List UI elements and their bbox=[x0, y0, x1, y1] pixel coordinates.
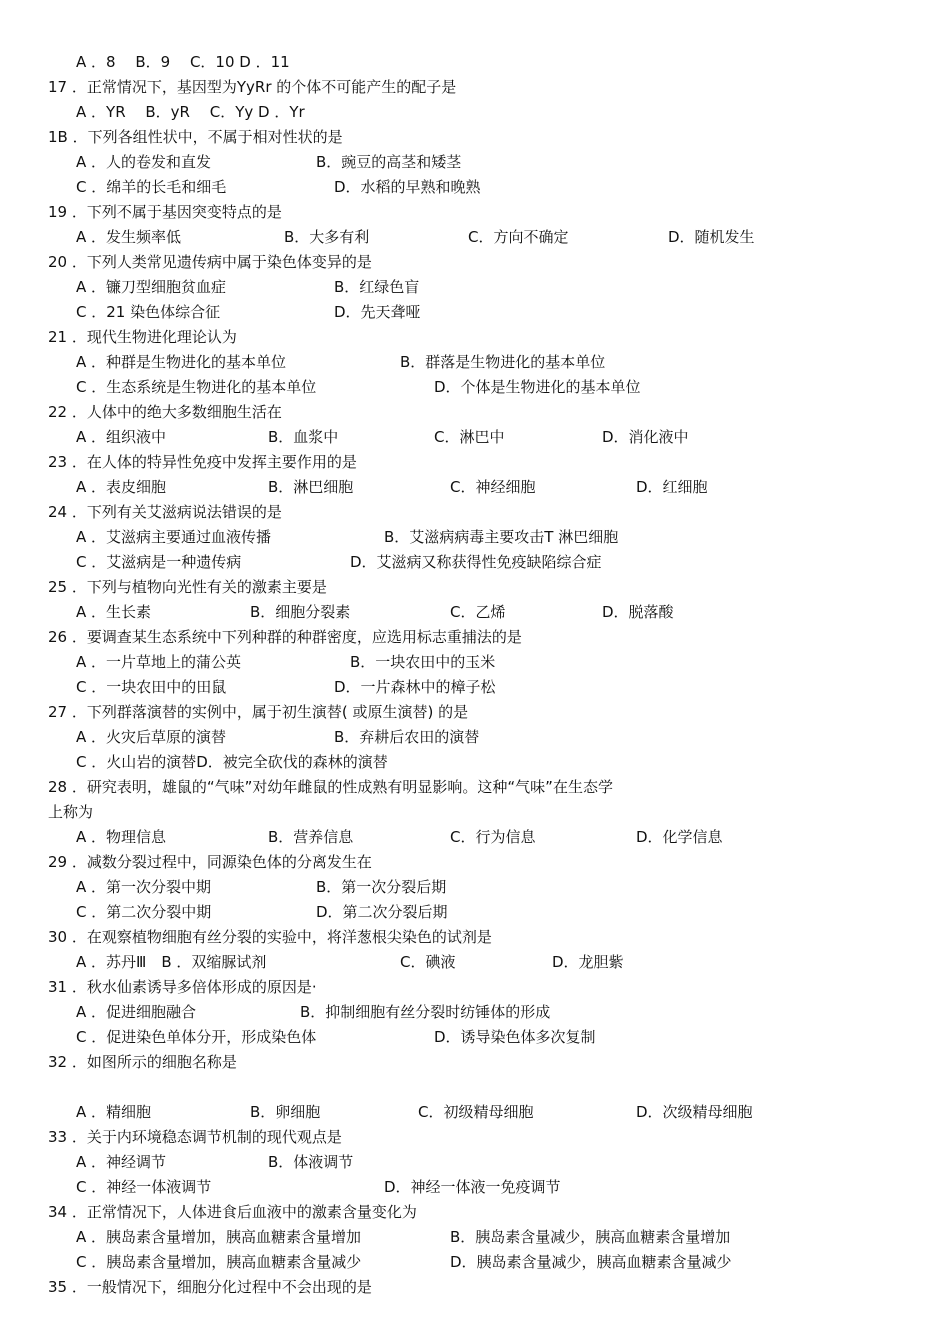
option-text: A ．组织液中 bbox=[76, 428, 167, 446]
question-text: 24 ．下列有关艾滋病说法错误的是 bbox=[48, 503, 282, 521]
option-text: D．龙胆紫 bbox=[552, 953, 624, 971]
option-text: A ．一片草地上的蒲公英 bbox=[76, 653, 242, 671]
option-text: D．先天聋哑 bbox=[334, 303, 421, 321]
question-text: 23 ．在人体的特异性免疫中发挥主要作用的是 bbox=[48, 453, 357, 471]
option-text: A ．生长素 bbox=[76, 603, 152, 621]
option-text: C ．艾滋病是一种遗传病 bbox=[76, 553, 242, 571]
option-text: C．淋巴中 bbox=[434, 428, 505, 446]
option-text: D．诱导染色体多次复制 bbox=[434, 1028, 596, 1046]
option-text: B．细胞分裂素 bbox=[250, 603, 351, 621]
option-text: D．一片森林中的樟子松 bbox=[334, 678, 496, 696]
option-text: C．碘液 bbox=[400, 953, 456, 971]
option-text: A ．镰刀型细胞贫血症 bbox=[76, 278, 227, 296]
question-text: 31 ．秋水仙素诱导多倍体形成的原因是· bbox=[48, 978, 317, 996]
option-text: C ．火山岩的演替D．被完全砍伐的森林的演替 bbox=[76, 753, 388, 771]
option-text: A ．种群是生物进化的基本单位 bbox=[76, 353, 287, 371]
option-text: B．群落是生物进化的基本单位 bbox=[400, 353, 606, 371]
option-text: C ．一块农田中的田鼠 bbox=[76, 678, 227, 696]
option-text: D．随机发生 bbox=[668, 228, 755, 246]
option-text: A ．人的卷发和直发 bbox=[76, 153, 212, 171]
option-text: B．豌豆的高茎和矮茎 bbox=[316, 153, 462, 171]
question-text: 32 ．如图所示的细胞名称是 bbox=[48, 1053, 237, 1071]
option-text: B．营养信息 bbox=[268, 828, 354, 846]
option-text: D．水稻的早熟和晚熟 bbox=[334, 178, 481, 196]
option-text: D．化学信息 bbox=[636, 828, 723, 846]
option-text: B．弃耕后农田的演替 bbox=[334, 728, 480, 746]
option-text: C ．绵羊的长毛和细毛 bbox=[76, 178, 227, 196]
option-text: D．次级精母细胞 bbox=[636, 1103, 753, 1121]
option-text: B．血浆中 bbox=[268, 428, 339, 446]
option-text: A ．精细胞 bbox=[76, 1103, 152, 1121]
question-text: 上称为 bbox=[48, 803, 94, 821]
option-text: B．卵细胞 bbox=[250, 1103, 321, 1121]
option-text: A ．苏丹Ⅲ B ．双缩脲试剂 bbox=[76, 953, 267, 971]
option-text: A ．表皮细胞 bbox=[76, 478, 167, 496]
option-text: B．大多有利 bbox=[284, 228, 370, 246]
option-text: A ．8 B．9 C．10 D ．11 bbox=[76, 53, 290, 71]
option-text: C．行为信息 bbox=[450, 828, 536, 846]
question-text: 28 ．研究表明，雄鼠的“气味”对幼年雌鼠的性成熟有明显影响。这种“气味”在生态学 bbox=[48, 778, 613, 796]
question-text: 1B ．下列各组性状中，不属于相对性状的是 bbox=[48, 128, 343, 146]
question-text: 35 ．一般情况下，细胞分化过程中不会出现的是 bbox=[48, 1278, 372, 1296]
option-text: A ．YR B．yR C．Yy D ．Yr bbox=[76, 103, 305, 121]
question-text: 17 ．正常情况下，基因型为YyRr 的个体不可能产生的配子是 bbox=[48, 78, 457, 96]
option-text: C ．生态系统是生物进化的基本单位 bbox=[76, 378, 317, 396]
option-text: B．第一次分裂后期 bbox=[316, 878, 447, 896]
option-text: A ．艾滋病主要通过血液传播 bbox=[76, 528, 272, 546]
question-text: 34 ．正常情况下，人体进食后血液中的激素含量变化为 bbox=[48, 1203, 417, 1221]
option-text: D．消化液中 bbox=[602, 428, 689, 446]
option-text: C ．促进染色单体分开，形成染色体 bbox=[76, 1028, 317, 1046]
question-text: 22 ．人体中的绝大多数细胞生活在 bbox=[48, 403, 282, 421]
option-text: C．乙烯 bbox=[450, 603, 506, 621]
option-text: C ．第二次分裂中期 bbox=[76, 903, 212, 921]
option-text: A ．神经调节 bbox=[76, 1153, 167, 1171]
question-text: 21 ．现代生物进化理论认为 bbox=[48, 328, 237, 346]
option-text: B．一块农田中的玉米 bbox=[350, 653, 496, 671]
question-text: 26 ．要调查某生态系统中下列种群的种群密度，应选用标志重捕法的是 bbox=[48, 628, 522, 646]
option-text: D．个体是生物进化的基本单位 bbox=[434, 378, 641, 396]
option-text: C ．胰岛素含量增加，胰高血糖素含量减少 bbox=[76, 1253, 362, 1271]
option-text: B．胰岛素含量减少，胰高血糖素含量增加 bbox=[450, 1228, 731, 1246]
question-text: 27 ．下列群落演替的实例中，属于初生演替( 或原生演替) 的是 bbox=[48, 703, 469, 721]
option-text: A ．第一次分裂中期 bbox=[76, 878, 212, 896]
option-text: B．红绿色盲 bbox=[334, 278, 420, 296]
option-text: B．体液调节 bbox=[268, 1153, 354, 1171]
option-text: A ．促进细胞融合 bbox=[76, 1003, 197, 1021]
option-text: D．脱落酸 bbox=[602, 603, 674, 621]
option-text: A ．胰岛素含量增加，胰高血糖素含量增加 bbox=[76, 1228, 362, 1246]
option-text: C ．21 染色体综合征 bbox=[76, 303, 221, 321]
option-text: A ．物理信息 bbox=[76, 828, 167, 846]
question-text: 25 ．下列与植物向光性有关的激素主要是 bbox=[48, 578, 327, 596]
option-text: C．初级精母细胞 bbox=[418, 1103, 534, 1121]
question-text: 30 ．在观察植物细胞有丝分裂的实验中，将洋葱根尖染色的试剂是 bbox=[48, 928, 492, 946]
question-text: 29 ．减数分裂过程中，同源染色体的分离发生在 bbox=[48, 853, 372, 871]
option-text: C．神经细胞 bbox=[450, 478, 536, 496]
option-text: B．抑制细胞有丝分裂时纺锤体的形成 bbox=[300, 1003, 551, 1021]
option-text: B．艾滋病病毒主要攻击T 淋巴细胞 bbox=[384, 528, 619, 546]
option-text: C ．神经一体液调节 bbox=[76, 1178, 212, 1196]
option-text: D．艾滋病又称获得性免疫缺陷综合症 bbox=[350, 553, 602, 571]
option-text: D．第二次分裂后期 bbox=[316, 903, 448, 921]
question-text: 33 ．关于内环境稳态调节机制的现代观点是 bbox=[48, 1128, 342, 1146]
option-text: D．胰岛素含量减少，胰高血糖素含量减少 bbox=[450, 1253, 732, 1271]
option-text: B．淋巴细胞 bbox=[268, 478, 354, 496]
question-text: 19 ．下列不属于基因突变特点的是 bbox=[48, 203, 282, 221]
option-text: A ．火灾后草原的演替 bbox=[76, 728, 227, 746]
option-text: A ．发生频率低 bbox=[76, 228, 182, 246]
option-text: C．方向不确定 bbox=[468, 228, 569, 246]
option-text: D．神经一体液一免疫调节 bbox=[384, 1178, 561, 1196]
option-text: D．红细胞 bbox=[636, 478, 708, 496]
question-text: 20 ．下列人类常见遗传病中属于染色体变异的是 bbox=[48, 253, 372, 271]
